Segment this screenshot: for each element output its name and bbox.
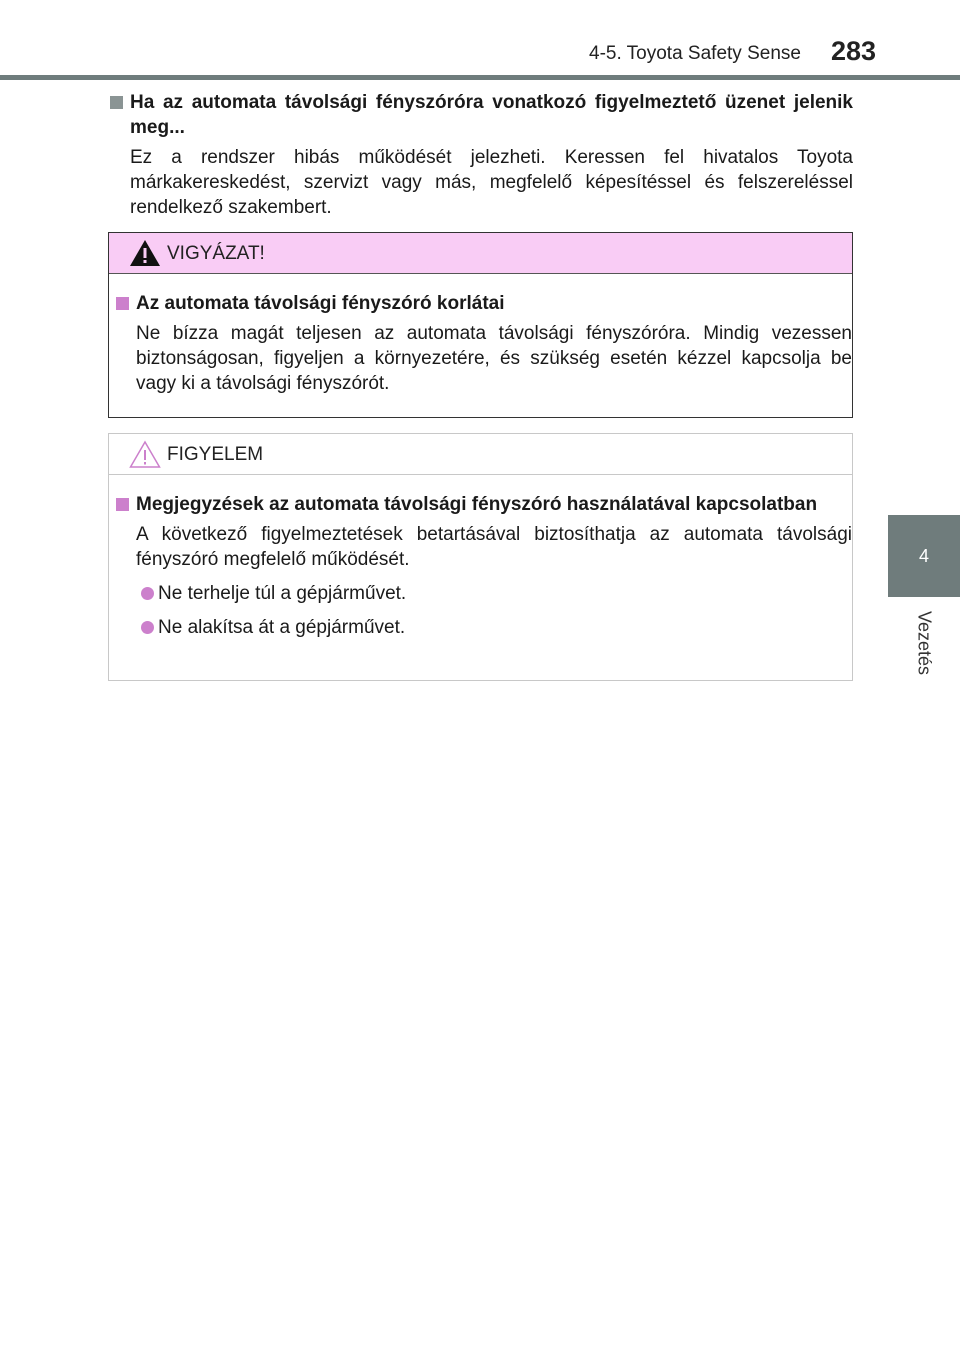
chapter-label: Vezetés — [914, 610, 935, 676]
caution-heading: Az automata távolsági fényszóró korlátai — [114, 291, 852, 316]
circle-bullet-icon — [141, 587, 154, 600]
circle-bullet-icon — [141, 621, 154, 634]
list-item: Ne alakítsa át a gépjárművet. — [114, 615, 852, 640]
section-text: Ez a rendszer hibás működését jelezheti. Keressen fel hivatalos Toyota márkakereskedést, szervizt vagy más, megfelelő képesítéssel és felszereléssel rendelkező szakembert. — [130, 147, 853, 218]
notice-header — [109, 434, 852, 475]
warning-triangle-icon — [129, 239, 161, 267]
notice-body — [109, 475, 852, 640]
header-section-title: 4-5. Toyota Safety Sense — [589, 43, 801, 64]
notice-box — [108, 433, 853, 681]
section-heading: Ha az automata távolsági fényszóróra vonatkozó figyelmeztető üzenet jelenik meg... — [108, 90, 853, 140]
caution-title: VIGYÁZAT! — [167, 243, 265, 264]
square-bullet-icon — [116, 498, 129, 511]
caution-header — [109, 233, 852, 274]
caution-text: Ne bízza magát teljesen az automata távolsági fényszóróra. Mindig vezessen biztonságosan, figyeljen a környezetére, és szükség esetén kézzel kapcsolja be vagy ki a távolsági fényszórót. — [136, 323, 852, 394]
square-bullet-icon — [116, 297, 129, 310]
caution-box — [108, 232, 853, 418]
header-rule — [0, 75, 960, 80]
notice-title: FIGYELEM — [167, 444, 264, 465]
caution-body — [109, 274, 852, 396]
square-bullet-icon — [110, 96, 123, 109]
notice-heading: Megjegyzések az automata távolsági fényszóró használatával kapcsolatban — [114, 492, 852, 517]
page-number: 283 — [831, 36, 877, 66]
chapter-tab: 4 — [888, 515, 960, 597]
info-section — [108, 90, 853, 220]
notice-text: A következő figyelmeztetések betartásával biztosíthatja az automata távolsági fényszóró megfelelő működését. — [136, 524, 852, 570]
list-item: Ne terhelje túl a gépjárművet. — [114, 581, 852, 606]
notice-triangle-icon — [129, 440, 161, 468]
